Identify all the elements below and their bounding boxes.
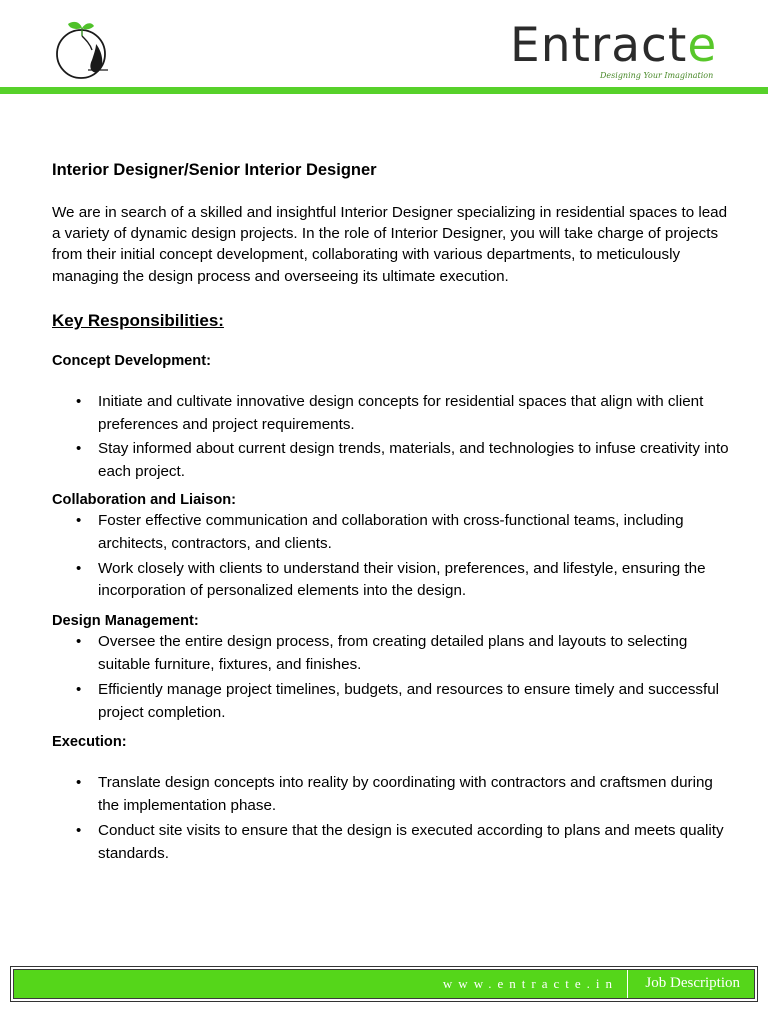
list-item	[52, 510, 732, 556]
list-item-text: Foster effective communication and collaboration with cross-functional teams, including architects, contractors, and clients.	[98, 512, 684, 552]
list-item-text: Initiate and cultivate innovative design concepts for residential spaces that align with client preferences and project requirements.	[98, 392, 704, 433]
list-item-text: Efficiently manage project timelines, budgets, and resources to ensure timely and successful project completion.	[98, 680, 720, 721]
page-header	[0, 0, 768, 96]
bullet-icon: •	[76, 774, 82, 792]
bullet-icon: •	[76, 440, 82, 458]
page-footer	[10, 966, 758, 1002]
list-item	[52, 679, 732, 725]
list-item	[52, 772, 732, 818]
list-item	[52, 438, 732, 484]
bullet-icon: •	[76, 680, 82, 698]
bullet-icon: •	[76, 392, 82, 410]
intro-paragraph: We are in search of a skilled and insightful Interior Designer specializing in residential spaces to lead a variety of dynamic design projects. In the role of Interior Designer, you will take charge of projects from their initial concept development, collaborating with various departments, to meticulously managing the design process and overseeing its ultimate execution.	[52, 204, 728, 285]
job-description-body	[52, 158, 732, 868]
collaboration-list	[52, 510, 732, 603]
concept-development-list	[52, 391, 732, 484]
list-item	[52, 391, 732, 437]
list-item-text: Work closely with clients to understand their vision, preferences, and lifestyle, ensuring the incorporation of personalized elements into the design.	[98, 559, 706, 600]
brand-tagline: Designing Your Imagination	[600, 71, 714, 80]
entracte-logo-icon	[52, 18, 114, 82]
design-management-list	[52, 631, 732, 724]
list-item	[52, 631, 732, 677]
bullet-icon: •	[76, 821, 82, 839]
list-item-text: Conduct site visits to ensure that the design is executed according to plans and meets quality standards.	[98, 821, 724, 862]
section-heading-design-management: Design Management:	[52, 613, 199, 630]
brand-wordmark	[510, 18, 740, 88]
bullet-icon: •	[76, 512, 82, 529]
list-item	[52, 820, 732, 866]
list-item-text: Oversee the entire design process, from creating detailed plans and layouts to selecting suitable furniture, fixtures, and finishes.	[98, 633, 688, 673]
execution-list	[52, 772, 732, 865]
list-item	[52, 558, 732, 604]
footer-label: Job Description	[645, 975, 740, 991]
brand-name-main: Entract	[510, 18, 688, 73]
header-divider	[0, 87, 768, 94]
bullet-icon: •	[76, 559, 82, 577]
brand-name	[510, 18, 717, 74]
footer-divider	[627, 970, 628, 998]
key-responsibilities-heading: Key Responsibilities:	[52, 310, 224, 330]
website-link[interactable]: www.entracte.in	[442, 976, 618, 991]
list-item-text: Stay informed about current design trends, materials, and technologies to infuse creativity into each project.	[98, 440, 729, 481]
section-heading-execution: Execution:	[52, 734, 127, 751]
brand-name-accent: e	[687, 18, 718, 73]
footer-bar	[13, 969, 755, 999]
list-item-text: Translate design concepts into reality by coordinating with contractors and craftsmen during the implementation phase.	[98, 774, 713, 815]
section-heading-concept-development: Concept Development:	[52, 352, 211, 369]
bullet-icon: •	[76, 633, 82, 651]
job-title: Interior Designer/Senior Interior Designer	[52, 161, 377, 179]
section-heading-collaboration: Collaboration and Liaison:	[52, 492, 237, 508]
